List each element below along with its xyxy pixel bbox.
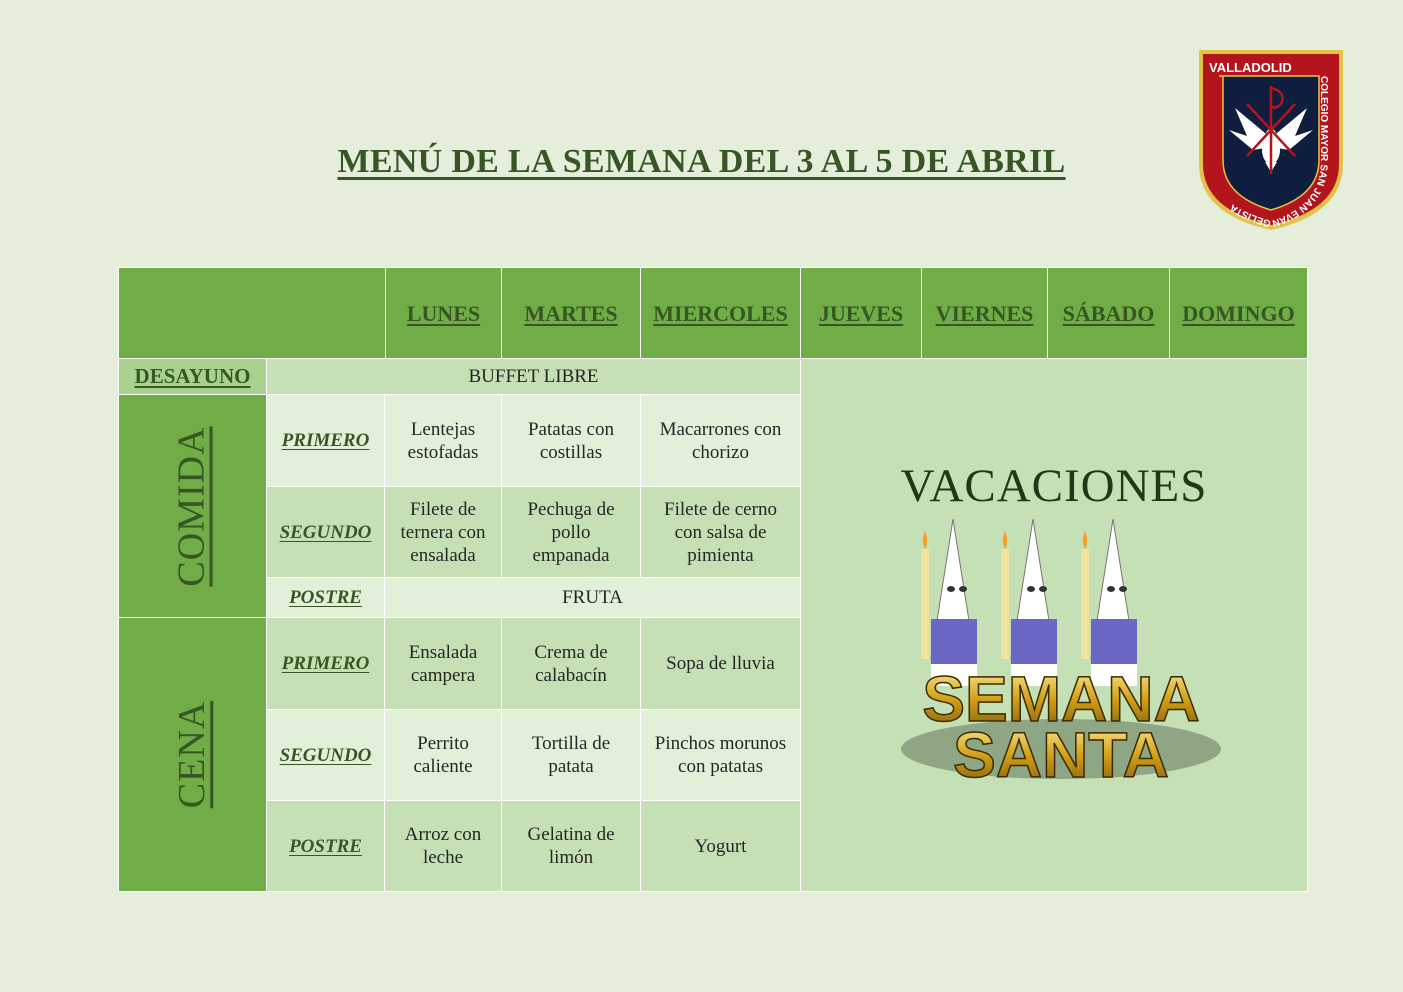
comida-primero-miercoles: Macarrones con chorizo bbox=[640, 394, 801, 487]
day-header-martes: MARTES bbox=[501, 267, 641, 359]
penitent-figure-icon bbox=[1001, 519, 1057, 686]
penitent-figure-icon bbox=[921, 519, 977, 686]
cena-segundo-label: SEGUNDO bbox=[266, 709, 385, 801]
comida-section bbox=[118, 394, 267, 618]
santa-text: SANTA bbox=[953, 719, 1169, 791]
desayuno-value: BUFFET LIBRE bbox=[468, 366, 599, 387]
comida-segundo-lunes: Filete de ternera con ensalada bbox=[384, 486, 502, 578]
cena-segundo-miercoles: Pinchos morunos con patatas bbox=[640, 709, 801, 801]
day-header-domingo: DOMINGO bbox=[1169, 267, 1308, 359]
comida-primero-label: PRIMERO bbox=[266, 394, 385, 487]
comida-segundo-martes: Pechuga de pollo empanada bbox=[501, 486, 641, 578]
comida-primero-martes: Patatas con costillas bbox=[501, 394, 641, 487]
desayuno-row bbox=[266, 358, 801, 395]
desayuno-label: DESAYUNO bbox=[118, 358, 267, 395]
cena-primero-label: PRIMERO bbox=[266, 617, 385, 710]
cena-label: CENA bbox=[170, 700, 213, 809]
comida-segundo-miercoles: Filete de cerno con salsa de pimienta bbox=[640, 486, 801, 578]
cena-postre-miercoles: Yogurt bbox=[640, 800, 801, 892]
menu-table bbox=[118, 267, 1308, 892]
page-title: MENÚ DE LA SEMANA DEL 3 AL 5 DE ABRIL bbox=[337, 143, 1066, 180]
semana-santa-artwork bbox=[891, 509, 1231, 799]
comida-label: COMIDA bbox=[171, 425, 213, 587]
logo-top-text: VALLADOLID bbox=[1209, 60, 1292, 75]
cena-postre-lunes: Arroz con leche bbox=[384, 800, 502, 892]
header-corner-cell bbox=[118, 267, 386, 359]
penitent-figure-icon bbox=[1081, 519, 1137, 686]
cena-primero-martes: Crema de calabacín bbox=[501, 617, 641, 710]
vacaciones-text: VACACIONES bbox=[900, 460, 1208, 512]
comida-postre-value: FRUTA bbox=[562, 587, 623, 608]
cena-segundo-martes: Tortilla de patata bbox=[501, 709, 641, 801]
cena-postre-martes: Gelatina de limón bbox=[501, 800, 641, 892]
day-header-miercoles: MIERCOLES bbox=[640, 267, 801, 359]
cena-postre-label: POSTRE bbox=[266, 800, 385, 892]
day-header-lunes: LUNES bbox=[385, 267, 502, 359]
cena-segundo-lunes: Perrito caliente bbox=[384, 709, 502, 801]
day-header-jueves: JUEVES bbox=[800, 267, 922, 359]
college-crest-logo bbox=[1195, 46, 1347, 232]
day-header-viernes: VIERNES bbox=[921, 267, 1048, 359]
comida-segundo-label: SEGUNDO bbox=[266, 486, 385, 578]
cena-section bbox=[118, 617, 267, 892]
comida-primero-lunes: Lentejas estofadas bbox=[384, 394, 502, 487]
cena-primero-miercoles: Sopa de lluvia bbox=[640, 617, 801, 710]
comida-postre-label: POSTRE bbox=[266, 577, 385, 618]
holiday-block bbox=[800, 358, 1308, 892]
cena-primero-lunes: Ensalada campera bbox=[384, 617, 502, 710]
comida-postre-row bbox=[384, 577, 801, 618]
semana-text: SEMANA bbox=[922, 663, 1200, 735]
logo-ring-text: COLEGIO MAYOR SAN JUAN EVANGELISTA bbox=[1228, 76, 1330, 229]
day-header-sabado: SÁBADO bbox=[1047, 267, 1170, 359]
